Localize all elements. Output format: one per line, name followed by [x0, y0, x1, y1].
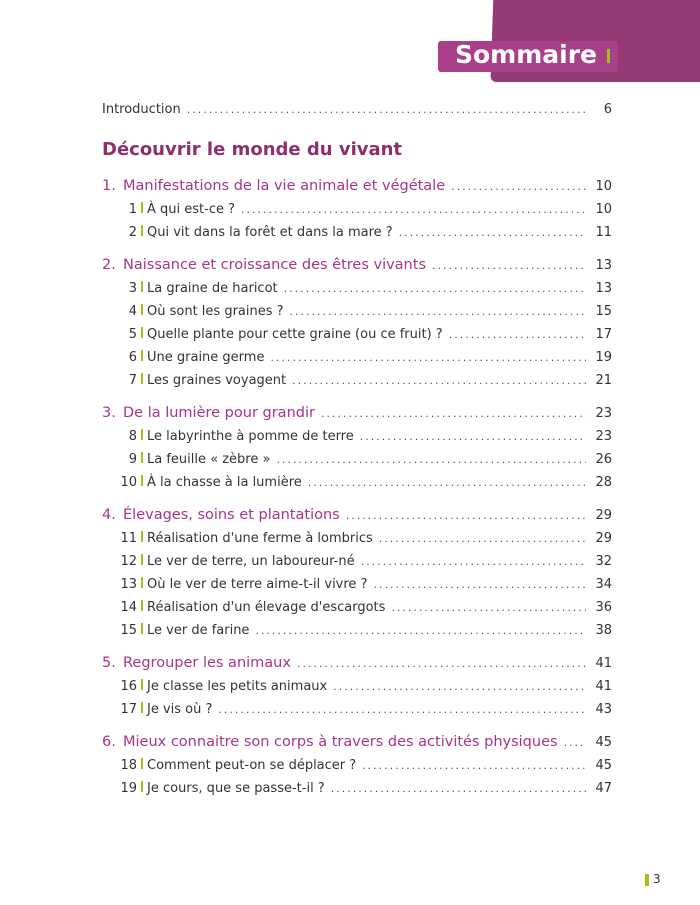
- item-separator-bar: [141, 452, 143, 463]
- section-title: Naissance et croissance des êtres vivants: [123, 257, 426, 273]
- item-title: Réalisation d'une ferme à lombrics: [147, 531, 373, 546]
- item-title: Réalisation d'un élevage d'escargots: [147, 600, 386, 615]
- item-number: 17: [120, 702, 137, 717]
- toc-item[interactable]: [102, 527, 612, 550]
- item-separator-bar: [141, 281, 143, 292]
- page-number: 6: [603, 102, 612, 117]
- page-number: 32: [595, 554, 612, 569]
- leader-dots: [379, 527, 586, 550]
- toc-item[interactable]: [102, 573, 612, 596]
- item-number: 6: [128, 350, 137, 365]
- page-number: 23: [595, 429, 612, 444]
- toc-intro[interactable]: [102, 98, 612, 121]
- page-number: 36: [595, 600, 612, 615]
- leader-dots: [391, 596, 586, 619]
- leader-dots: [297, 652, 586, 675]
- section-number: 4.: [102, 507, 116, 523]
- item-separator-bar: [141, 758, 143, 769]
- page-number: 17: [595, 327, 612, 342]
- leader-dots: [333, 675, 586, 698]
- item-separator-bar: [141, 531, 143, 542]
- leader-dots: [451, 175, 586, 198]
- item-number: 5: [128, 327, 137, 342]
- page-number: 38: [595, 623, 612, 638]
- item-separator-bar: [141, 202, 143, 213]
- page-number: 34: [595, 577, 612, 592]
- item-number: 18: [120, 758, 137, 773]
- page-number: 13: [595, 281, 612, 296]
- leader-dots: [331, 777, 586, 800]
- folio-bar: [645, 874, 649, 886]
- toc-section[interactable]: [102, 402, 612, 425]
- item-title: Je cours, que se passe-t-il ?: [147, 781, 325, 796]
- toc-item[interactable]: [102, 300, 612, 323]
- item-number: 9: [128, 452, 137, 467]
- item-separator-bar: [141, 781, 143, 792]
- item-separator-bar: [141, 679, 143, 690]
- section-number: 5.: [102, 655, 116, 671]
- folio: [645, 872, 661, 886]
- item-title: La feuille « zèbre »: [147, 452, 271, 467]
- leader-dots: [564, 731, 586, 754]
- toc-item[interactable]: [102, 448, 612, 471]
- item-number: 4: [128, 304, 137, 319]
- item-number: 19: [120, 781, 137, 796]
- item-title: La graine de haricot: [147, 281, 278, 296]
- item-number: 16: [120, 679, 137, 694]
- section-title: Mieux connaitre son corps à travers des activités physiques: [123, 734, 558, 750]
- item-separator-bar: [141, 225, 143, 236]
- item-number: 13: [120, 577, 137, 592]
- page-number: 47: [595, 781, 612, 796]
- item-number: 10: [120, 475, 137, 490]
- section-number: 6.: [102, 734, 116, 750]
- toc-item[interactable]: [102, 221, 612, 244]
- toc-section[interactable]: [102, 504, 612, 527]
- leader-dots: [308, 471, 586, 494]
- item-number: 2: [128, 225, 137, 240]
- item-separator-bar: [141, 600, 143, 611]
- page-number: 29: [595, 531, 612, 546]
- section-title: Manifestations de la vie animale et végétale: [123, 178, 446, 194]
- item-number: 11: [120, 531, 137, 546]
- leader-dots: [292, 369, 586, 392]
- section-number: 2.: [102, 257, 116, 273]
- toc-section[interactable]: [102, 652, 612, 675]
- item-title: Comment peut-on se déplacer ?: [147, 758, 357, 773]
- leader-dots: [362, 754, 586, 777]
- toc-item[interactable]: [102, 425, 612, 448]
- leader-dots: [270, 346, 586, 369]
- item-separator-bar: [141, 304, 143, 315]
- leader-dots: [360, 425, 586, 448]
- leader-dots: [399, 221, 586, 244]
- leader-dots: [276, 448, 586, 471]
- item-number: 8: [128, 429, 137, 444]
- leader-dots: [373, 573, 586, 596]
- page-number: 45: [595, 758, 612, 773]
- leader-dots: [346, 504, 586, 527]
- item-title: Qui vit dans la forêt et dans la mare ?: [147, 225, 393, 240]
- item-title: Je classe les petits animaux: [147, 679, 328, 694]
- item-number: 12: [120, 554, 137, 569]
- toc-section[interactable]: [102, 254, 612, 277]
- toc-item[interactable]: [102, 675, 612, 698]
- toc-item[interactable]: [102, 471, 612, 494]
- item-title: Où le ver de terre aime-t-il vivre ?: [147, 577, 368, 592]
- intro-label: Introduction: [102, 102, 181, 117]
- leader-dots: [290, 300, 586, 323]
- item-number: 3: [128, 281, 137, 296]
- leader-dots: [255, 619, 586, 642]
- section-number: 3.: [102, 405, 116, 421]
- leader-dots: [361, 550, 586, 573]
- item-separator-bar: [141, 702, 143, 713]
- leader-dots: [187, 98, 586, 121]
- page-number: 43: [595, 702, 612, 717]
- page-number: 10: [595, 179, 612, 194]
- page-number: 41: [595, 656, 612, 671]
- title-text: Sommaire: [455, 40, 598, 69]
- item-separator-bar: [141, 623, 143, 634]
- leader-dots: [218, 698, 586, 721]
- item-number: 15: [120, 623, 137, 638]
- item-title: Les graines voyagent: [147, 373, 287, 388]
- section-title: Élevages, soins et plantations: [123, 507, 340, 523]
- page-title: [455, 40, 610, 69]
- leader-dots: [321, 402, 586, 425]
- leader-dots: [284, 277, 586, 300]
- page-number: 45: [595, 735, 612, 750]
- item-separator-bar: [141, 475, 143, 486]
- item-title: Le ver de farine: [147, 623, 250, 638]
- item-title: Je vis où ?: [147, 702, 213, 717]
- toc-item[interactable]: [102, 777, 612, 800]
- toc-item[interactable]: [102, 369, 612, 392]
- item-separator-bar: [141, 577, 143, 588]
- page-number: 10: [595, 202, 612, 217]
- section-number: 1.: [102, 178, 116, 194]
- item-title: Le labyrinthe à pomme de terre: [147, 429, 354, 444]
- item-separator-bar: [141, 373, 143, 384]
- page-number: 29: [595, 508, 612, 523]
- toc-item[interactable]: [102, 550, 612, 573]
- toc-item[interactable]: [102, 698, 612, 721]
- page-number: 26: [595, 452, 612, 467]
- toc-section[interactable]: [102, 175, 612, 198]
- item-title: À la chasse à la lumière: [147, 475, 302, 490]
- item-number: 14: [120, 600, 137, 615]
- toc-item[interactable]: [102, 277, 612, 300]
- page-number: 19: [595, 350, 612, 365]
- toc-item[interactable]: [102, 346, 612, 369]
- page-number: 28: [595, 475, 612, 490]
- leader-dots: [449, 323, 586, 346]
- section-title: De la lumière pour grandir: [123, 405, 315, 421]
- item-number: 1: [128, 202, 137, 217]
- title-accent-bar: [607, 49, 610, 63]
- page-number: 21: [595, 373, 612, 388]
- item-title: Quelle plante pour cette graine (ou ce fruit) ?: [147, 327, 443, 342]
- toc-item[interactable]: [102, 596, 612, 619]
- page-number: 41: [595, 679, 612, 694]
- toc-item[interactable]: [102, 754, 612, 777]
- page-number: 15: [595, 304, 612, 319]
- leader-dots: [241, 198, 586, 221]
- toc-item[interactable]: [102, 323, 612, 346]
- item-separator-bar: [141, 327, 143, 338]
- toc-item[interactable]: [102, 198, 612, 221]
- section-title: Regrouper les animaux: [123, 655, 291, 671]
- item-separator-bar: [141, 429, 143, 440]
- page-number: 11: [595, 225, 612, 240]
- leader-dots: [432, 254, 586, 277]
- page-number: 23: [595, 406, 612, 421]
- item-separator-bar: [141, 554, 143, 565]
- item-title: Où sont les graines ?: [147, 304, 284, 319]
- item-title: Le ver de terre, un laboureur-né: [147, 554, 355, 569]
- item-separator-bar: [141, 350, 143, 361]
- toc-item[interactable]: [102, 619, 612, 642]
- item-title: À qui est-ce ?: [147, 202, 235, 217]
- part-heading: Découvrir le monde du vivant: [102, 139, 403, 160]
- item-title: Une graine germe: [147, 350, 265, 365]
- page-number: 13: [595, 258, 612, 273]
- folio-number: 3: [653, 872, 661, 886]
- toc-section[interactable]: [102, 731, 612, 754]
- table-of-contents: [102, 98, 612, 800]
- item-number: 7: [128, 373, 137, 388]
